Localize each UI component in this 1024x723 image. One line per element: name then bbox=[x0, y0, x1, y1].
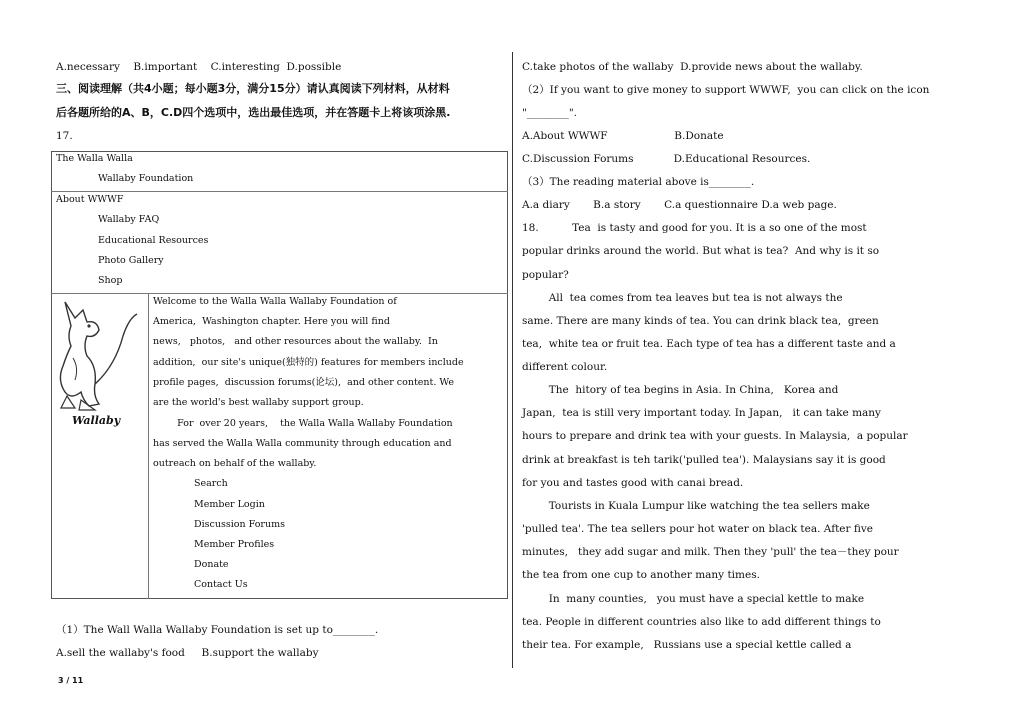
right-line-21: 'pulled tea'. The tea sellers pour hot water on black tea. After five bbox=[522, 523, 874, 535]
right-line-11: All tea comes from tea leaves but tea is not always the bbox=[522, 292, 843, 304]
nav-item-gallery[interactable]: Photo Gallery bbox=[98, 255, 164, 266]
welcome-line-6: are the world's best wallaby support group. bbox=[153, 397, 364, 408]
right-line-26: their tea. For example, Russians use a special kettle called a bbox=[522, 639, 852, 651]
menu-member-profiles[interactable]: Member Profiles bbox=[194, 539, 275, 550]
welcome-line-3: news, photos, and other resources about the wallaby. In bbox=[153, 336, 438, 347]
right-line-8: 18. Tea is tasty and good for you. It is a so one of the most bbox=[522, 222, 867, 234]
right-line-4: A.About WWWF B.Donate bbox=[522, 130, 724, 142]
menu-donate[interactable]: Donate bbox=[194, 559, 229, 570]
right-line-24: In many counties, you must have a special kettle to make bbox=[522, 593, 865, 605]
right-line-6: （3）The reading material above is________. bbox=[522, 176, 755, 188]
right-line-13: tea, white tea or fruit tea. Each type of tea has a different taste and a bbox=[522, 338, 896, 350]
welcome-line-7: For over 20 years, the Walla Walla Wallaby Foundation bbox=[153, 418, 453, 429]
box-divider-2 bbox=[51, 293, 508, 294]
right-line-19: for you and tastes good with canai bread. bbox=[522, 477, 744, 489]
nav-item-faq[interactable]: Wallaby FAQ bbox=[98, 214, 160, 225]
right-line-10: popular? bbox=[522, 269, 569, 281]
right-line-7: A.a diary B.a story C.a questionnaire D.a web page. bbox=[522, 199, 837, 211]
right-line-1: C.take photos of the wallaby D.provide news about the wallaby. bbox=[522, 61, 863, 73]
question-number-17: 17. bbox=[56, 130, 73, 142]
site-header-line-2: Wallaby Foundation bbox=[98, 173, 194, 184]
nav-item-shop[interactable]: Shop bbox=[98, 275, 123, 286]
right-line-25: tea. People in different countries also like to add different things to bbox=[522, 616, 881, 628]
welcome-line-8: has served the Walla Walla community through education and bbox=[153, 438, 452, 449]
section-title-line-1: 三、阅读理解（共4小题；每小题3分，满分15分）请认真阅读下列材料，从材料 bbox=[56, 82, 450, 95]
right-line-9: popular drinks around the world. But what is tea? And why is it so bbox=[522, 245, 880, 257]
menu-contact-us[interactable]: Contact Us bbox=[194, 579, 248, 590]
welcome-line-4: addition, our site's unique(独特的) features for members include bbox=[153, 357, 464, 368]
right-line-16: Japan, tea is still very important today. In Japan, it can take many bbox=[522, 407, 881, 419]
question-1: （1）The Wall Walla Wallaby Foundation is set up to________. bbox=[56, 624, 379, 636]
options-line-top: A.necessary B.important C.interesting D.possible bbox=[56, 61, 342, 73]
section-title-line-2: 后各题所给的A、B，C.D四个选项中，选出最佳选项，并在答题卡上将该项涂黑. bbox=[56, 106, 451, 119]
right-line-2: （2）If you want to give money to support WWWF, you can click on the icon bbox=[522, 84, 930, 96]
menu-member-login[interactable]: Member Login bbox=[194, 499, 265, 510]
box-divider-1 bbox=[51, 191, 508, 192]
right-line-15: The hitory of tea begins in Asia. In China, Korea and bbox=[522, 384, 839, 396]
nav-about[interactable]: About WWWF bbox=[56, 194, 124, 205]
right-line-18: drink at breakfast is teh tarik('pulled tea'). Malaysians say it is good bbox=[522, 454, 886, 466]
right-line-20: Tourists in Kuala Lumpur like watching the tea sellers make bbox=[522, 500, 870, 512]
nav-item-educational[interactable]: Educational Resources bbox=[98, 235, 209, 246]
welcome-line-1: Welcome to the Walla Walla Wallaby Foundation of bbox=[153, 296, 397, 307]
wallaby-caption: Wallaby bbox=[72, 414, 121, 427]
right-line-14: different colour. bbox=[522, 361, 608, 373]
box-divider-vertical bbox=[148, 293, 149, 599]
right-line-23: the tea from one cup to another many times. bbox=[522, 569, 760, 581]
welcome-line-9: outreach on behalf of the wallaby. bbox=[153, 458, 317, 469]
right-line-12: same. There are many kinds of tea. You can drink black tea, green bbox=[522, 315, 879, 327]
welcome-line-2: America, Washington chapter. Here you will find bbox=[153, 316, 390, 327]
right-line-3: "________". bbox=[522, 107, 577, 119]
column-divider bbox=[512, 52, 513, 668]
page-number: 3 / 11 bbox=[58, 676, 84, 685]
welcome-line-5: profile pages, discussion forums(论坛), and other content. We bbox=[153, 377, 454, 388]
right-line-22: minutes, they add sugar and milk. Then they 'pull' the tea－they pour bbox=[522, 546, 899, 558]
site-header-line-1: The Walla Walla bbox=[56, 153, 133, 164]
question-1-options: A.sell the wallaby's food B.support the wallaby bbox=[56, 647, 319, 659]
menu-search[interactable]: Search bbox=[194, 478, 228, 489]
right-line-17: hours to prepare and drink tea with your guests. In Malaysia, a popular bbox=[522, 430, 908, 442]
right-line-5: C.Discussion Forums D.Educational Resources. bbox=[522, 153, 811, 165]
menu-discussion-forums[interactable]: Discussion Forums bbox=[194, 519, 285, 530]
